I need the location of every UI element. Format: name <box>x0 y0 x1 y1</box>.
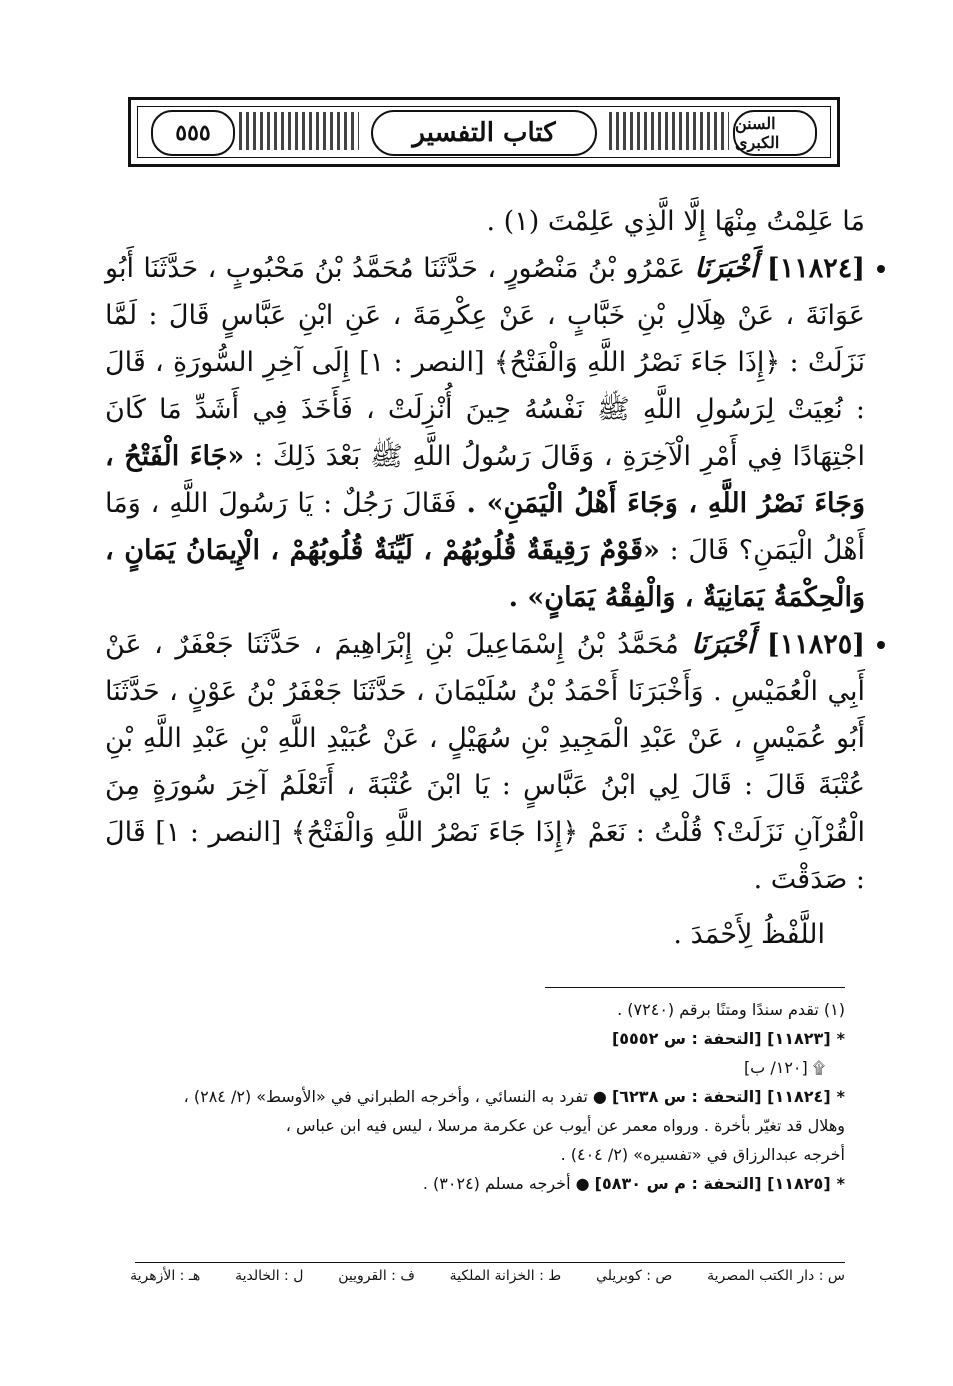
header-ornament-right <box>609 112 729 150</box>
footnote-1: (١) تقدم سندًا ومتنًا برقم (٧٢٤٠) . <box>617 1000 845 1019</box>
manuscript-abbreviations <box>130 1268 845 1284</box>
abbreviation-rule <box>135 1262 845 1263</box>
footnote-text: ● أخرجه مسلم (٣٠٢٤) . <box>422 1174 590 1193</box>
akhbarana-word: أَخْبَرَنَا <box>691 629 755 660</box>
header-ornament-left <box>239 112 359 150</box>
hadith-number: [١١٨٢٤] <box>766 253 865 284</box>
abbr-item: س : دار الكتب المصرية <box>707 1268 845 1284</box>
hadith-text-continued: فَقَالَ رَجُلٌ : يَا رَسُولَ اللَّهِ ، وَمَا أَهْلُ الْيَمَنِ؟ قَالَ : <box>105 488 865 566</box>
footnote-11825 <box>100 1169 845 1198</box>
bullet-icon <box>877 641 885 649</box>
abbr-item: ل : الخالدية <box>235 1268 304 1284</box>
prophetic-saying: «جَاءَ الْفَتْحُ ، وَجَاءَ نَصْرُ اللَّهِ ، وَجَاءَ أَهْلُ الْيَمَنِ» . <box>105 441 865 519</box>
star-icon: * <box>836 1087 845 1106</box>
footnote-11824-line3: أخرجه عبدالرزاق في «تفسيره» (٢/ ٤٠٤) . <box>560 1145 845 1164</box>
footnote-11824 <box>100 1082 845 1111</box>
manuscript-ref: ۩ [١٢٠/ ب] <box>743 1058 825 1077</box>
abbr-item: ف : القرويين <box>338 1268 415 1284</box>
abbr-item: ط : الخزانة الملكية <box>449 1268 562 1284</box>
bullet-icon <box>877 265 885 273</box>
hadith-11824 <box>105 245 865 621</box>
footnote-ref: [١١٨٢٤] [التحفة : س ٦٢٣٨] <box>611 1087 831 1106</box>
prophetic-saying-2: «قَوْمٌ رَقِيقَةٌ قُلُوبُهُمْ ، لَيِّنَةٌ قُلُوبُهُمْ ، الْإِيمَانُ يَمَانٍ ، وَالْحِكْمَةُ يَمَانِيَةٌ ، وَالْفِقْهُ يَمَانٍ» . <box>105 535 865 613</box>
footnotes <box>100 995 845 1198</box>
book-title: كتاب التفسير <box>371 110 597 156</box>
hadith-number: [١١٨٢٥] <box>766 629 865 660</box>
star-icon: * <box>836 1174 845 1193</box>
main-text <box>105 198 865 985</box>
footnote-text: ● تفرد به النسائي ، وأخرجه الطبراني في «الأوسط» (٢/ ٢٨٤) ، <box>183 1087 607 1106</box>
abbr-item: ص : كوبريلي <box>596 1268 673 1284</box>
star-icon: * <box>836 1029 845 1048</box>
series-logo: السنن الكبرى <box>733 110 817 156</box>
footnote-separator <box>545 987 845 988</box>
wording-note: اللَّفْظُ لِأَحْمَدَ . <box>673 919 825 950</box>
hadith-text: مُحَمَّدُ بْنُ إِسْمَاعِيلَ بْنِ إِبْرَاهِيمَ ، حَدَّثَنَا جَعْفَرٌ ، عَنْ أَبِي الْعُمَيْسِ . وَأَخْبَرَنَا أَحْمَدُ بْنُ سُلَيْمَانَ ، حَدَّثَنَا جَعْفَرُ بْنُ عَوْنٍ ، حَدَّثَنَا أَبُو عُمَيْسٍ ، عَنْ عَبْدِ الْمَجِيدِ بْنِ سُهَيْلٍ ، عَنْ عُبَيْدِ اللَّهِ بْنِ عَبْدِ اللَّهِ بْنِ عُتْبَةَ قَالَ : قَالَ لِي ابْنُ عَبَّاسٍ : يَا ابْنَ عُتْبَةَ ، أَتَعْلَمُ آخِرَ سُورَةٍ مِنَ الْقُرْآنِ نَزَلَتْ؟ قُلْتُ : نَعَمْ ﴿إِذَا جَاءَ نَصْرُ اللَّهِ وَالْفَتْحُ﴾ [النصر : ١] قَالَ : صَدَقْتَ . <box>105 629 865 895</box>
page-header <box>128 97 840 167</box>
hadith-text: عَمْرُو بْنُ مَنْصُورٍ ، حَدَّثَنَا مُحَمَّدُ بْنُ مَحْبُوبٍ ، حَدَّثَنَا أَبُو عَوَانَةَ ، عَنْ هِلَالِ بْنِ خَبَّابٍ ، عَنْ عِكْرِمَةَ ، عَنِ ابْنِ عَبَّاسٍ قَالَ : لَمَّا نَزَلَتْ : ﴿إِذَا جَاءَ نَصْرُ اللَّهِ وَالْفَتْحُ﴾ [النصر : ١] إِلَى آخِرِ السُّورَةِ ، قَالَ : نُعِيَتْ لِرَسُولِ اللَّهِ ﷺ نَفْسُهُ حِينَ أُنْزِلَتْ ، فَأَخَذَ فِي أَشَدِّ مَا كَانَ اجْتِهَادًا فِي أَمْرِ الْآخِرَةِ ، وَقَالَ رَسُولُ اللَّهِ ﷺ بَعْدَ ذَلِكَ : <box>105 253 866 472</box>
abbr-item: هـ : الأزهرية <box>130 1268 201 1284</box>
footnote-ref: [١١٨٢٥] [التحفة : م س ٥٨٣٠] <box>594 1174 831 1193</box>
hadith-11825 <box>105 621 865 903</box>
akhbarana-word: أَخْبَرَنَا <box>694 253 758 284</box>
page-number: ٥٥٥ <box>151 110 235 156</box>
footnote-11823 <box>100 1024 845 1053</box>
continuation-line: مَا عَلِمْتُ مِنْهَا إِلَّا الَّذِي عَلِمْتَ (١) . <box>486 206 865 237</box>
footnote-11824-line2: وهلال قد تغيّر بأخرة . ورواه معمر عن أيوب عن عكرمة مرسلا ، ليس فيه ابن عباس ، <box>285 1116 845 1135</box>
footnote-ref: [١١٨٢٣] [التحفة : س ٥٥٥٢] <box>611 1029 831 1048</box>
